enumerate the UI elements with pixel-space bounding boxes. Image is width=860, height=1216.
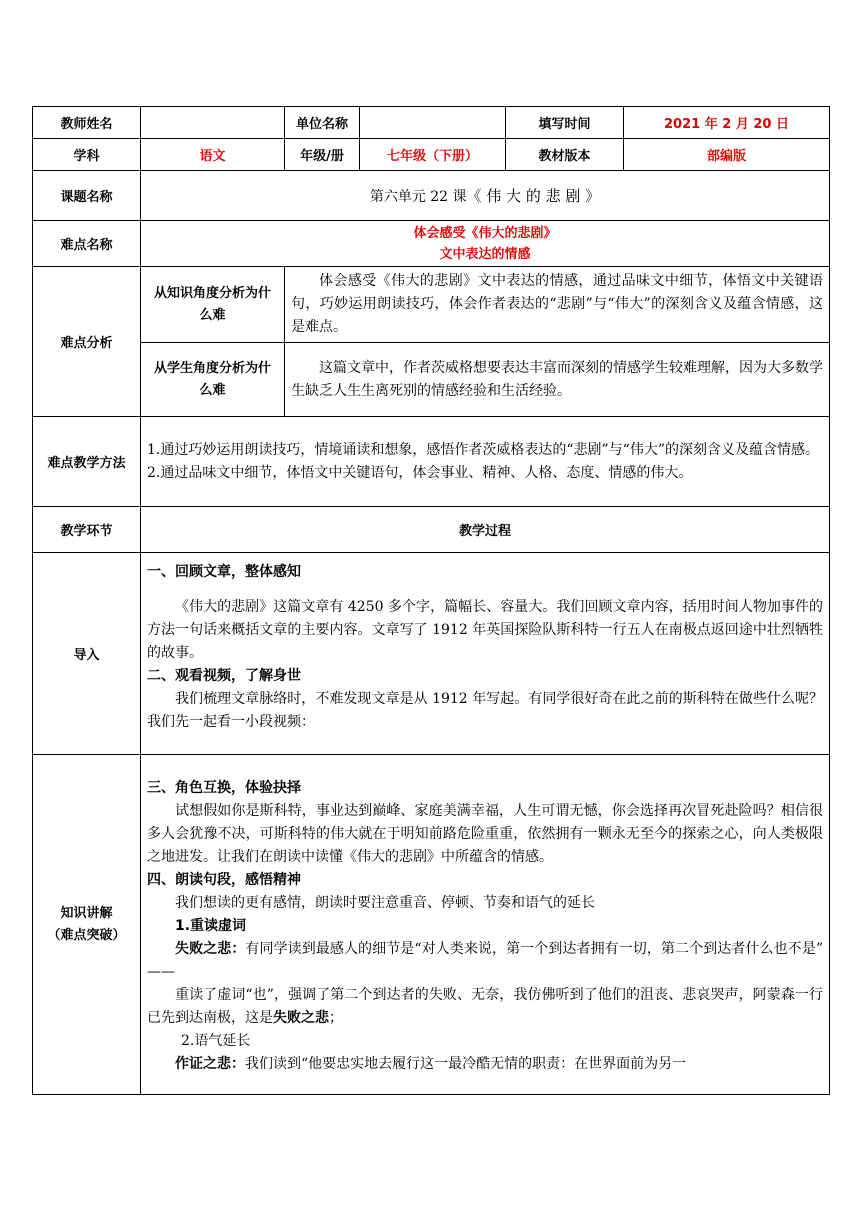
title-label: 课题名称 — [33, 171, 141, 221]
method-label: 难点教学方法 — [33, 417, 141, 507]
title-cell — [141, 171, 830, 221]
knowledge-label — [33, 755, 141, 1095]
method-cell — [141, 417, 830, 507]
title-main: 《 伟 大 的 悲 剧 》 — [466, 187, 601, 205]
intro-cell — [141, 553, 830, 755]
subject-label: 学科 — [33, 139, 141, 171]
difficulty-cell — [141, 221, 830, 267]
witness-paragraph — [141, 1053, 829, 1076]
method-item-1: 1.通过巧妙运用朗读技巧，情境诵读和想象，感悟作者茨威格表达的“悲剧”与“伟大”的深刻含义及蕴含情感。 — [147, 441, 819, 458]
difficulty-label: 难点名称 — [33, 221, 141, 267]
knowledge-sub-1: 1.重读虚词 — [175, 918, 247, 934]
witness-text: 我们读到“他要忠实地去履行这一最冷酷无情的职责：在世界面前为另一 — [245, 1056, 687, 1072]
analysis-label: 难点分析 — [33, 267, 141, 417]
date-value: 2021 年 2 月 20 日 — [624, 107, 830, 139]
fail-expl-b: 失败之悲 — [273, 1010, 329, 1026]
knowledge-heading-4: 四、朗读句段，感悟精神 — [147, 872, 301, 888]
knowledge-cell — [141, 755, 830, 1095]
difficulty-line-2: 文中表达的情感 — [439, 246, 531, 262]
knowledge-angle-text: 体会感受《伟大的悲剧》文中表达的情感，通过品味文中细节，体悟文中关键语句，巧妙运用朗读技巧，体会作者表达的“悲剧”与“伟大”的深刻含义及蕴含情感，这是难点。 — [291, 273, 823, 335]
process-label: 教学过程 — [141, 507, 830, 553]
difficulty-line-1: 体会感受《伟大的悲剧》 — [413, 225, 557, 241]
teacher-value — [141, 107, 285, 139]
knowledge-paragraph-4: 我们想读的更有感情，朗读时要注意重音、停顿、节奏和语气的延长 — [175, 895, 595, 911]
knowledge-heading-3: 三、角色互换，体验抉择 — [147, 780, 301, 796]
method-item-2: 2.通过品味文中细节，体悟文中关键语句，体会事业、精神、人格、态度、情感的伟大。 — [147, 464, 693, 481]
knowledge-angle-label: 从知识角度分析为什么难 — [141, 267, 285, 343]
edition-value: 部编版 — [624, 139, 830, 171]
knowledge-label-line-2: （难点突破） — [47, 927, 126, 943]
intro-heading-1: 一、回顾文章，整体感知 — [147, 564, 301, 580]
knowledge-paragraph-3: 试想假如你是斯科特，事业达到巅峰、家庭美满幸福，人生可谓无憾，你会选择再次冒死赴险吗？相信很多人会犹豫不决，可斯科特的伟大就在于明知前路危险重重，依然拥有一颗永无至今的探索之心，向人类极限之地进发。让我们在朗读中读懂《伟大的悲剧》中所蕴含的情感。 — [147, 803, 823, 865]
subject-value: 语文 — [141, 139, 285, 171]
edition-label: 教材版本 — [506, 139, 624, 171]
fail-label: 失败之悲： — [175, 941, 246, 957]
fail-text: 有同学读到最感人的细节是“对人类来说，第一个到达者拥有一切，第二个到达者什么也不是” —— — [147, 941, 824, 980]
intro-paragraph-1: 《伟大的悲剧》这篇文章有 4250 多个字，篇幅长、容量大。我们回顾文章内容，括用时间人物加事件的方法一句话来概括文章的主要内容。文章写了 1912 年英国探险队斯科特一行五人在南极点返回途中壮烈牺牲的故事。 — [147, 599, 823, 661]
lesson-plan-table — [32, 106, 829, 1094]
fail-explanation — [141, 984, 829, 1030]
knowledge-label-line-1: 知识讲解 — [60, 905, 113, 921]
title-prefix: 第六单元 22 课 — [369, 189, 467, 205]
intro-paragraph-2: 我们梳理文章脉络时，不难发现文章是从 1912 年写起。有同学很好奇在此之前的斯科特在做些什么呢？我们先一起看一小段视频： — [147, 691, 823, 730]
fail-paragraph — [141, 938, 829, 984]
student-angle-text: 这篇文章中，作者茨威格想要表达丰富而深刻的情感学生较难理解，因为大多数学生缺乏人生生离死别的情感经验和生活经验。 — [291, 359, 823, 399]
grade-value: 七年级（下册） — [360, 139, 506, 171]
fail-expl-c: ； — [329, 1010, 343, 1026]
student-angle-label: 从学生角度分析为什么难 — [141, 343, 285, 417]
knowledge-angle-cell — [285, 267, 830, 343]
intro-label: 导入 — [33, 553, 141, 755]
teacher-label: 教师姓名 — [33, 107, 141, 139]
intro-heading-2: 二、观看视频，了解身世 — [147, 668, 301, 684]
knowledge-sub-2: 2.语气延长 — [181, 1033, 251, 1049]
unit-label: 单位名称 — [285, 107, 360, 139]
witness-label: 作证之悲： — [175, 1056, 245, 1072]
stage-label: 教学环节 — [33, 507, 141, 553]
student-angle-cell — [285, 343, 830, 417]
date-label: 填写时间 — [506, 107, 624, 139]
unit-value — [360, 107, 506, 139]
fail-expl-a: 重读了虚词“也”，强调了第二个到达者的失败、无奈，我仿佛听到了他们的沮丧、悲哀哭声，阿蒙森一行已先到达南极，这是 — [147, 987, 823, 1026]
grade-label: 年级/册 — [285, 139, 360, 171]
